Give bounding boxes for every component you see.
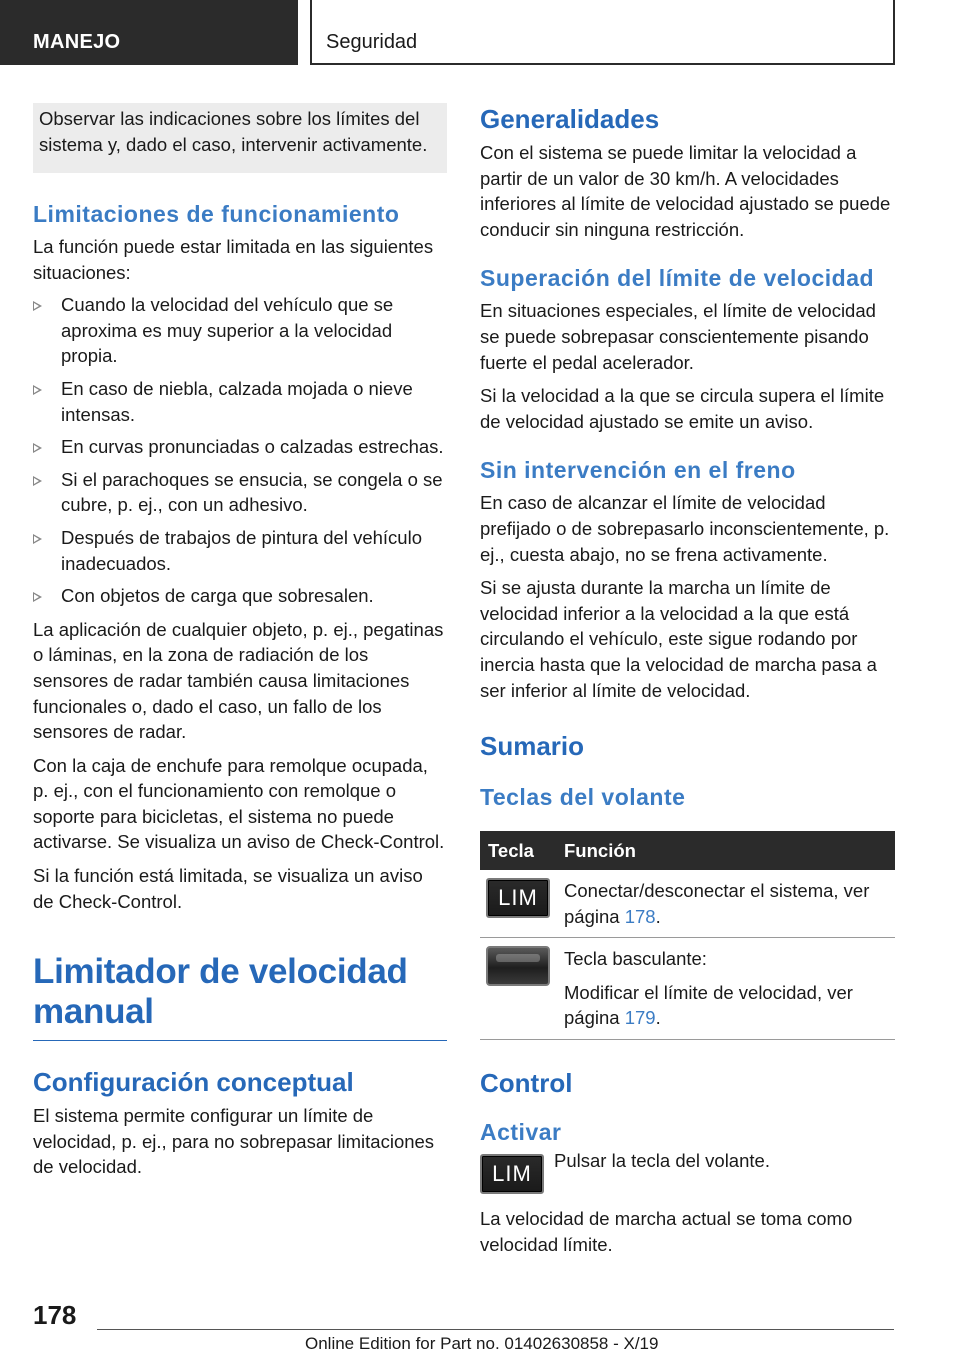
- column-header-function: Función: [556, 831, 895, 870]
- activate-text: Pulsar la tecla del volante.: [554, 1150, 770, 1172]
- activate-heading: Activar: [480, 1119, 562, 1146]
- brake-paragraph-1: En caso de alcanzar el límite de velocidad prefijado o de sobrepasarlo inconscientemente, p. ej., cuesta abajo, no se frena activamente.: [480, 492, 890, 565]
- note-text: Observar las indicaciones sobre los límites del sistema y, dado el caso, intervenir activamente.: [39, 108, 428, 155]
- list-item: En caso de niebla, calzada mojada o nieve intensas.: [33, 376, 447, 427]
- limits-paragraph-1: La aplicación de cualquier objeto, p. ej., pegatinas o láminas, en la zona de radiación de los sensores de radar también causa limitaciones funcionales o, dado el caso, un fallo de los sensores de radar.: [33, 618, 444, 743]
- list-item: En curvas pronunciadas o calzadas estrechas.: [33, 434, 447, 460]
- exceed-heading: Superación del límite de velocidad: [480, 265, 875, 292]
- summary-heading: Sumario: [480, 731, 585, 762]
- header-topic-tab: [310, 0, 895, 65]
- limits-paragraph-2: Con la caja de enchufe para remolque ocupada, p. ej., con el funcionamiento con remolque o soporte para bicicletas, el sistema no puede activarse. Se visualiza un aviso de Check-Control.: [33, 754, 445, 853]
- row2-function-label: Tecla basculante:: [564, 948, 707, 970]
- table-header-row: [480, 831, 895, 870]
- header-topic-label: Seguridad: [326, 31, 418, 53]
- steering-keys-table: [480, 831, 895, 1040]
- page-number: 178: [33, 1300, 77, 1330]
- limits-paragraph-3: Si la función está limitada, se visualiza un aviso de Check-Control.: [33, 865, 423, 912]
- bullet-triangle-icon: [33, 301, 42, 311]
- lim-button-icon: LIM: [480, 1154, 544, 1194]
- list-item: Después de trabajos de pintura del vehículo inadecuados.: [33, 525, 447, 576]
- exceed-paragraph-2: Si la velocidad a la que se circula supera el límite de velocidad ajustado se emite un aviso.: [480, 385, 885, 432]
- control-heading: Control: [480, 1068, 573, 1099]
- bullet-triangle-icon: [33, 385, 42, 395]
- page-link-178[interactable]: 178: [624, 905, 656, 927]
- keys-heading: Teclas del volante: [480, 784, 686, 811]
- footer-divider: [97, 1329, 894, 1330]
- list-item: Si el parachoques se ensucia, se congela o se cubre, p. ej., con un adhesivo.: [33, 467, 447, 518]
- system-limits-note: [33, 103, 447, 173]
- bullet-triangle-icon: [33, 443, 42, 453]
- concept-heading: Configuración conceptual: [33, 1067, 354, 1098]
- limits-list: [33, 292, 447, 609]
- column-header-key: Tecla: [480, 831, 556, 870]
- bullet-triangle-icon: [33, 534, 42, 544]
- limits-heading: Limitaciones de funcionamiento: [33, 201, 400, 227]
- bullet-triangle-icon: [33, 476, 42, 486]
- header-section-tab: [0, 0, 298, 65]
- brake-heading: Sin intervención en el freno: [480, 457, 796, 484]
- row1-function-text: Conectar/desconectar el sistema, ver página: [564, 880, 870, 927]
- lim-button-icon: LIM: [486, 878, 550, 918]
- rocker-switch-icon: [486, 946, 550, 986]
- chapter-title: Limitador de velocidad manual: [33, 952, 408, 1032]
- page-link-179[interactable]: 179: [624, 1007, 656, 1029]
- footer-edition: Online Edition for Part no. 01402630858 - X/19: [305, 1334, 659, 1353]
- brake-paragraph-2: Si se ajusta durante la marcha un límite de velocidad inferior a la velocidad a la que está circulando el vehículo, este sigue rodando por inercia hasta que la velocidad de marcha pasa a ser inferior al límite de velocidad.: [480, 577, 877, 701]
- general-heading: Generalidades: [480, 104, 660, 134]
- table-row: LIM Conectar/desconectar el sistema, ver página 178.: [480, 870, 895, 938]
- bullet-triangle-icon: [33, 592, 42, 602]
- header-section-label: MANEJO: [33, 31, 121, 53]
- left-column: [33, 200, 447, 1180]
- activate-paragraph: La velocidad de marcha actual se toma como velocidad límite.: [480, 1208, 853, 1255]
- limits-intro: La función puede estar limitada en las siguientes situaciones:: [33, 236, 434, 283]
- general-text: Con el sistema se puede limitar la velocidad a partir de un valor de 30 km/h. A velocidades inferiores al límite de velocidad ajustado se puede conducir sin ninguna restricción.: [480, 142, 891, 240]
- concept-text: El sistema permite configurar un límite de velocidad, p. ej., para no sobrepasar limitaciones de velocidad.: [33, 1105, 435, 1178]
- row2-function-text: Modificar el límite de velocidad, ver página 179.: [564, 981, 853, 1029]
- list-item: Con objetos de carga que sobresalen.: [33, 583, 447, 609]
- activate-row: [480, 1150, 895, 1194]
- chapter-divider: [33, 1040, 447, 1041]
- list-item: Cuando la velocidad del vehículo que se aproxima es muy superior a la velocidad propia.: [33, 292, 447, 369]
- exceed-paragraph-1: En situaciones especiales, el límite de velocidad se puede sobrepasar conscientemente pisando fuerte el pedal acelerador.: [480, 300, 876, 373]
- right-column: [480, 104, 895, 1257]
- table-row: [480, 938, 895, 1040]
